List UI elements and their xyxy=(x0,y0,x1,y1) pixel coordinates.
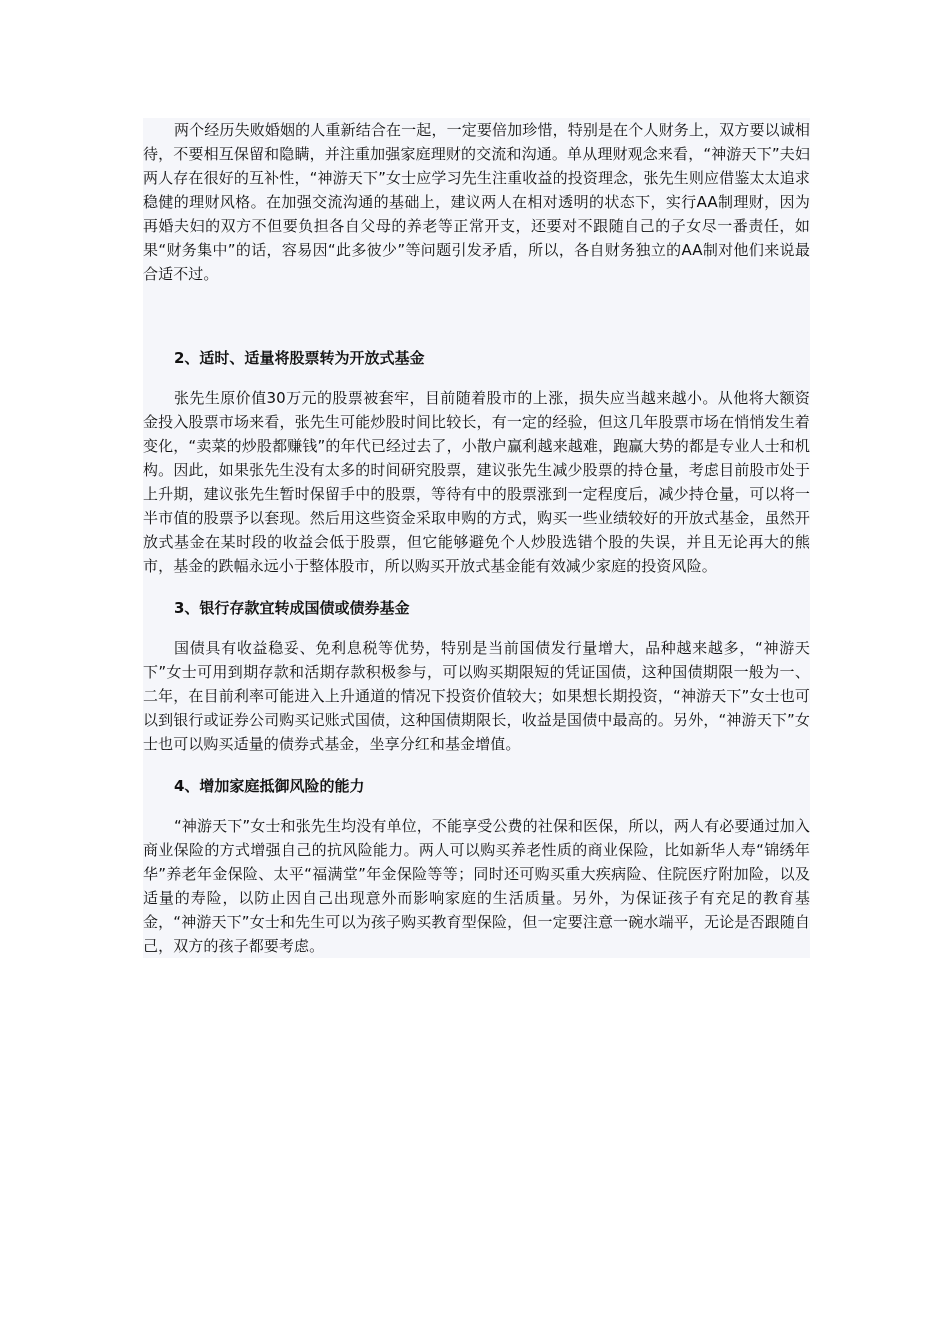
intro-paragraph: 两个经历失败婚姻的人重新结合在一起，一定要倍加珍惜，特别是在个人财务上，双方要以诚相待，不要相互保留和隐瞒，并注重加强家庭理财的交流和沟通。单从理财观念来看，“神游天下”夫妇两人存在很好的互补性，“神游天下”女士应学习先生注重收益的投资理念，张先生则应借鉴太太追求稳健的理财风格。在加强交流沟通的基础上，建议两人在相对透明的状态下，实行AA制理财，因为再婚夫妇的双方不但要负担各自父母的养老等正常开支，还要对不跟随自己的子女尽一番责任，如果“财务集中”的话，容易因“此多彼少”等问题引发矛盾，所以，各自财务独立的AA制对他们来说最合适不过。 xyxy=(143,121,810,283)
section-heading-2: 2、适时、适量将股票转为开放式基金 xyxy=(174,349,425,367)
section-heading-4: 4、增加家庭抵御风险的能力 xyxy=(174,777,365,795)
section-spacer xyxy=(143,286,810,346)
section-paragraph-3: 国债具有收益稳妥、免利息税等优势，特别是当前国债发行量增大，品种越来越多，“神游天下”女士可用到期存款和活期存款积极参与，可以购买期限短的凭证国债，这种国债期限一般为一、二年，在目前利率可能进入上升通道的情况下投资价值较大；如果想长期投资，“神游天下”女士也可以到银行或证券公司购买记账式国债，这种国债期限长，收益是国债中最高的。另外，“神游天下”女士也可以购买适量的债券式基金，坐享分红和基金增值。 xyxy=(143,639,810,753)
section-spacer xyxy=(143,756,810,774)
article-body xyxy=(143,118,810,958)
section-heading-3: 3、银行存款宜转成国债或债券基金 xyxy=(174,599,410,617)
heading-spacer xyxy=(143,620,810,636)
section-paragraph-4: “神游天下”女士和张先生均没有单位，不能享受公费的社保和医保，所以，两人有必要通过加入商业保险的方式增强自己的抗风险能力。两人可以购买养老性质的商业保险，比如新华人寿“锦绣年华”养老年金保险、太平“福满堂”年金保险等等；同时还可购买重大疾病险、住院医疗附加险，以及适量的寿险，以防止因自己出现意外而影响家庭的生活质量。另外，为保证孩子有充足的教育基金，“神游天下”女士和先生可以为孩子购买教育型保险，但一定要注意一碗水端平，无论是否跟随自己，双方的孩子都要考虑。 xyxy=(143,817,810,955)
heading-spacer xyxy=(143,370,810,386)
section-paragraph-2: 张先生原价值30万元的股票被套牢，目前随着股市的上涨，损失应当越来越小。从他将大额资金投入股票市场来看，张先生可能炒股时间比较长，有一定的经验，但这几年股票市场在悄悄发生着变化，“卖菜的炒股都赚钱”的年代已经过去了，小散户赢利越来越难，跑赢大势的都是专业人士和机构。因此，如果张先生没有太多的时间研究股票，建议张先生减少股票的持仓量，考虑目前股市处于上升期，建议张先生暂时保留手中的股票，等待有中的股票涨到一定程度后，减少持仓量，可以将一半市值的股票予以套现。然后用这些资金采取申购的方式，购买一些业绩较好的开放式基金，虽然开放式基金在某时段的收益会低于股票，但它能够避免个人炒股选错个股的失误，并且无论再大的熊市，基金的跌幅永远小于整体股市，所以购买开放式基金能有效减少家庭的投资风险。 xyxy=(143,389,810,575)
heading-spacer xyxy=(143,798,810,814)
section-spacer xyxy=(143,578,810,596)
